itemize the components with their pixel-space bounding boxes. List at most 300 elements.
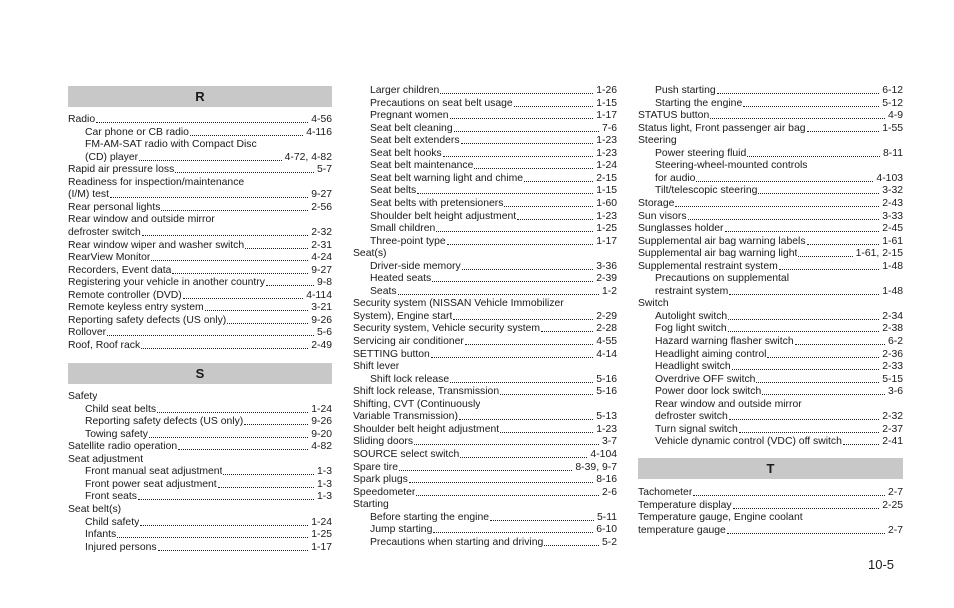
dot-leader	[729, 294, 879, 295]
dot-leader	[161, 210, 308, 211]
page-reference: 4-24	[311, 252, 332, 263]
dot-leader	[500, 394, 593, 395]
entry-text: Vehicle dynamic control (VDC) off switch	[655, 436, 842, 447]
dot-leader	[727, 533, 885, 534]
dot-leader	[725, 231, 880, 232]
dot-leader	[450, 382, 593, 383]
page-reference: 9-8	[316, 277, 332, 288]
entry-text: Towing safety	[85, 429, 148, 440]
section-header-t: T	[638, 458, 903, 479]
dot-leader	[141, 348, 308, 349]
dot-leader	[433, 532, 593, 533]
entry-text: Supplemental restraint system	[638, 261, 778, 272]
index-entry	[68, 301, 332, 314]
entry-text: FM-AM-SAT radio with Compact Disc	[85, 139, 257, 150]
page-reference: 2-32	[882, 411, 903, 422]
entry-text: Overdrive OFF switch	[655, 374, 756, 385]
page-reference: 4-9	[887, 110, 903, 121]
page-reference: 8-39, 9-7	[575, 462, 617, 473]
entry-text: Jump starting	[370, 524, 433, 535]
entry-text: Headlight switch	[655, 361, 731, 372]
entry-text: Radio	[68, 114, 96, 125]
page-reference: 1-23	[596, 135, 617, 146]
page-reference: 8-11	[882, 148, 903, 159]
dot-leader	[205, 310, 309, 311]
dot-leader	[399, 470, 572, 471]
entry-text: SETTING button	[353, 349, 430, 360]
page-reference: 2-33	[882, 361, 903, 372]
index-entry	[638, 322, 903, 335]
page-reference: 2-6	[601, 487, 617, 498]
page-reference: 1-23	[596, 211, 617, 222]
dot-leader	[728, 331, 880, 332]
page-reference: 1-48	[882, 286, 903, 297]
page-reference: 2-38	[882, 323, 903, 334]
dot-leader	[544, 545, 599, 546]
index-entry	[68, 528, 332, 541]
dot-leader	[454, 131, 599, 132]
dot-leader	[461, 143, 594, 144]
index-entry	[353, 222, 617, 235]
dot-leader	[138, 499, 314, 500]
page-reference: 5-2	[601, 537, 617, 548]
page-reference: 2-43	[882, 198, 903, 209]
page-reference: 1-23	[596, 148, 617, 159]
page-reference: 1-15	[596, 98, 617, 109]
dot-leader	[688, 219, 880, 220]
page-reference: 9-26	[311, 315, 332, 326]
page-number: 10-5	[868, 557, 895, 572]
dot-leader	[747, 156, 880, 157]
page-reference: 2-45	[882, 223, 903, 234]
page-reference: 1-2	[601, 286, 617, 297]
page-reference: 5-16	[596, 374, 617, 385]
dot-leader	[807, 244, 880, 245]
dot-leader	[462, 269, 594, 270]
page-reference: 2-37	[882, 424, 903, 435]
entry-text: Injured persons	[85, 542, 157, 553]
index-entry	[638, 297, 903, 310]
page-reference: 4-72, 4-82	[284, 152, 332, 163]
page-reference: 3-7	[601, 436, 617, 447]
dot-leader	[490, 520, 594, 521]
dot-leader	[743, 106, 879, 107]
page-reference: 1-23	[596, 424, 617, 435]
entry-text: Rollover	[68, 327, 107, 338]
page-reference: 1-17	[596, 236, 617, 247]
entry-text: Shoulder belt height adjustment	[370, 211, 517, 222]
dot-leader	[675, 206, 879, 207]
page-reference: 2-41	[882, 436, 903, 447]
dot-leader	[175, 172, 314, 173]
entry-text: Temperature display	[638, 500, 732, 511]
entry-text: Temperature gauge, Engine coolant	[638, 512, 803, 523]
dot-leader	[758, 193, 879, 194]
page-reference: 5-7	[316, 164, 332, 175]
index-entry	[353, 109, 617, 122]
dot-leader	[524, 181, 593, 182]
page-reference: 8-16	[596, 474, 617, 485]
dot-leader	[541, 331, 593, 332]
dot-leader	[450, 118, 594, 119]
page-reference: 2-25	[882, 500, 903, 511]
dot-leader	[739, 432, 879, 433]
page-reference: 4-114	[306, 290, 332, 301]
dot-leader	[172, 273, 308, 274]
page-reference: 2-49	[311, 340, 332, 351]
dot-leader	[183, 298, 303, 299]
index-entry	[68, 465, 332, 478]
dot-leader	[729, 419, 879, 420]
entry-text: (I/M) test	[68, 189, 109, 200]
entry-text: Remote controller (DVD)	[68, 290, 182, 301]
dot-leader	[500, 432, 593, 433]
page-reference: 6-10	[596, 524, 617, 535]
page-reference: 9-26	[311, 416, 332, 427]
dot-leader	[504, 206, 593, 207]
dot-leader	[474, 168, 593, 169]
index-entry	[638, 84, 903, 97]
index-entry	[638, 247, 903, 260]
index-entry	[353, 536, 617, 549]
entry-text: Sunglasses holder	[638, 223, 724, 234]
entry-text: Safety	[68, 391, 98, 402]
dot-leader	[767, 357, 879, 358]
entry-text: Steering-wheel-mounted controls	[655, 160, 808, 171]
entry-text: Remote keyless entry system	[68, 302, 204, 313]
page-reference: 1-25	[596, 223, 617, 234]
index-entry	[638, 109, 903, 122]
page-reference: 3-32	[882, 185, 903, 196]
entry-text: Supplemental air bag warning labels	[638, 236, 806, 247]
index-entry	[68, 326, 332, 339]
entry-text: Starting	[353, 499, 389, 510]
entry-text: Power steering fluid	[655, 148, 747, 159]
entry-text: (CD) player	[85, 152, 139, 163]
dot-leader	[140, 525, 308, 526]
dot-leader	[443, 156, 594, 157]
page-reference: 3-6	[887, 386, 903, 397]
index-entry	[68, 440, 332, 453]
dot-leader	[218, 487, 314, 488]
entry-text: Seat belt hooks	[370, 148, 442, 159]
page-reference: 5-12	[882, 98, 903, 109]
dot-leader	[139, 160, 282, 161]
entry-text: Starting the engine	[655, 98, 743, 109]
page-reference: 1-24	[311, 404, 332, 415]
entry-text: Child seat belts	[85, 404, 157, 415]
index-entry	[68, 339, 332, 352]
dot-leader	[227, 323, 308, 324]
page-reference: 2-56	[311, 202, 332, 213]
entry-text: Storage	[638, 198, 675, 209]
index-entry	[638, 435, 903, 448]
dot-leader	[432, 281, 593, 282]
entry-text: Roof, Roof rack	[68, 340, 141, 351]
page-reference: 4-116	[306, 127, 332, 138]
dot-leader	[756, 382, 879, 383]
index-entry	[68, 188, 332, 201]
page-reference: 9-27	[311, 189, 332, 200]
entry-text: Precautions on seat belt usage	[370, 98, 513, 109]
index-entry	[638, 197, 903, 210]
index-entry	[353, 272, 617, 285]
dot-leader	[190, 135, 303, 136]
index-entry	[353, 297, 617, 310]
index-entry	[68, 113, 332, 126]
entry-text: Seat belts with pretensioners	[370, 198, 504, 209]
dot-leader	[409, 482, 593, 483]
index-entry	[353, 360, 617, 373]
index-entry	[638, 511, 903, 524]
index-entry	[68, 490, 332, 503]
page-reference: 6-2	[887, 336, 903, 347]
entry-text: Tilt/telescopic steering	[655, 185, 758, 196]
dot-leader	[798, 256, 852, 257]
page-reference: 2-7	[887, 525, 903, 536]
dot-leader	[459, 419, 593, 420]
entry-text: Rear personal lights	[68, 202, 161, 213]
index-entry	[68, 415, 332, 428]
page-reference: 5-11	[596, 512, 617, 523]
dot-leader	[398, 294, 599, 295]
entry-text: Seat(s)	[353, 248, 387, 259]
page-reference: 3-33	[882, 211, 903, 222]
page-reference: 4-82	[311, 441, 332, 452]
dot-leader	[732, 369, 880, 370]
entry-text: Push starting	[655, 85, 716, 96]
entry-text: RearView Monitor	[68, 252, 151, 263]
entry-text: Seat belts	[370, 185, 417, 196]
dot-leader	[795, 344, 885, 345]
index-entry	[353, 247, 617, 260]
entry-text: defroster switch	[655, 411, 728, 422]
index-entry	[353, 435, 617, 448]
index-entry	[68, 138, 332, 151]
entry-text: defroster switch	[68, 227, 141, 238]
section-header-r: R	[68, 86, 332, 107]
entry-text: Security system (NISSAN Vehicle Immobilizer	[353, 298, 564, 309]
page-reference: 1-25	[311, 529, 332, 540]
dot-leader	[110, 197, 308, 198]
index-entry	[638, 222, 903, 235]
index-entry	[68, 226, 332, 239]
entry-text: Spare tire	[353, 462, 399, 473]
entry-text: Servicing air conditioner	[353, 336, 464, 347]
index-entry	[638, 385, 903, 398]
page-reference: 1-26	[596, 85, 617, 96]
dot-leader	[762, 394, 885, 395]
dot-leader	[517, 219, 593, 220]
dot-leader	[149, 437, 308, 438]
index-entry	[353, 410, 617, 423]
page-reference: 2-15	[596, 173, 617, 184]
page-reference: 1-3	[316, 466, 332, 477]
page-reference: 5-15	[882, 374, 903, 385]
entry-text: Rapid air pressure loss	[68, 164, 175, 175]
index-entry	[68, 251, 332, 264]
index-entry	[68, 503, 332, 516]
dot-leader	[447, 244, 594, 245]
index-entry	[353, 184, 617, 197]
page-reference: 4-14	[596, 349, 617, 360]
page-reference: 1-48	[882, 261, 903, 272]
entry-text: Infants	[85, 529, 117, 540]
index-entry	[68, 163, 332, 176]
dot-leader	[417, 193, 593, 194]
entry-text: Sliding doors	[353, 436, 414, 447]
entry-text: Car phone or CB radio	[85, 127, 189, 138]
index-entry	[353, 448, 617, 461]
entry-text: Switch	[638, 298, 669, 309]
page-reference: 7-6	[601, 123, 617, 134]
index-entry	[353, 523, 617, 536]
index-entry	[638, 335, 903, 348]
page-reference: 9-27	[311, 265, 332, 276]
page-reference: 2-28	[596, 323, 617, 334]
entry-text: Reporting safety defects (US only)	[85, 416, 244, 427]
index-entry	[68, 541, 332, 554]
entry-text: Seat belt extenders	[370, 135, 460, 146]
index-entry	[68, 276, 332, 289]
index-entry	[638, 410, 903, 423]
page-reference: 5-16	[596, 386, 617, 397]
page-reference: 2-36	[882, 349, 903, 360]
page-reference: 2-32	[311, 227, 332, 238]
entry-text: Before starting the engine	[370, 512, 489, 523]
dot-leader	[717, 93, 880, 94]
dot-leader	[733, 508, 880, 509]
entry-text: Turn signal switch	[655, 424, 738, 435]
entry-text: Front seats	[85, 491, 137, 502]
page-reference: 4-55	[596, 336, 617, 347]
entry-text: Shift lever	[353, 361, 400, 372]
entry-text: Child safety	[85, 517, 140, 528]
entry-text: Supplemental air bag warning light	[638, 248, 798, 259]
index-entry	[68, 213, 332, 226]
entry-text: Power door lock switch	[655, 386, 762, 397]
entry-text: Shoulder belt height adjustment	[353, 424, 500, 435]
dot-leader	[696, 181, 873, 182]
entry-text: Precautions on supplemental	[655, 273, 790, 284]
entry-text: Front power seat adjustment	[85, 479, 217, 490]
dot-leader	[158, 550, 309, 551]
entry-text: Registering your vehicle in another country	[68, 277, 265, 288]
entry-text: Small children	[370, 223, 436, 234]
page-reference: 2-39	[596, 273, 617, 284]
index-entry	[353, 322, 617, 335]
dot-leader	[117, 537, 308, 538]
dot-leader	[431, 357, 593, 358]
entry-text: Sun visors	[638, 211, 687, 222]
entry-text: Shift lock release, Transmission	[353, 386, 500, 397]
index-entry	[638, 134, 903, 147]
dot-leader	[178, 449, 308, 450]
dot-leader	[436, 231, 593, 232]
dot-leader	[96, 122, 308, 123]
index-entry	[353, 498, 617, 511]
dot-leader	[107, 335, 314, 336]
index-entry	[353, 473, 617, 486]
page-reference: 4-56	[311, 114, 332, 125]
dot-leader	[223, 474, 314, 475]
entry-text: Heated seats	[370, 273, 432, 284]
dot-leader	[414, 444, 599, 445]
dot-leader	[266, 285, 314, 286]
page-reference: 3-21	[311, 302, 332, 313]
entry-text: Recorders, Event data	[68, 265, 172, 276]
entry-text: Security system, Vehicle security system	[353, 323, 541, 334]
dot-leader	[514, 106, 594, 107]
page-reference: 1-3	[316, 491, 332, 502]
dot-leader	[728, 319, 879, 320]
entry-text: Variable Transmission)	[353, 411, 458, 422]
entry-text: Seat belt warning light and chime	[370, 173, 524, 184]
dot-leader	[440, 93, 593, 94]
page-reference: 1-24	[311, 517, 332, 528]
entry-text: Seats	[370, 286, 397, 297]
page-reference: 2-29	[596, 311, 617, 322]
entry-text: Precautions when starting and driving	[370, 537, 544, 548]
page-reference: 1-55	[882, 123, 903, 134]
entry-text: Headlight aiming control	[655, 349, 767, 360]
page-reference: 3-36	[596, 261, 617, 272]
index-entry	[353, 84, 617, 97]
entry-text: Spark plugs	[353, 474, 408, 485]
entry-text: Rear window and outside mirror	[655, 399, 802, 410]
page-reference: 6-12	[882, 85, 903, 96]
index-entry	[638, 360, 903, 373]
entry-text: Steering	[638, 135, 677, 146]
entry-text: Status light, Front passenger air bag	[638, 123, 806, 134]
entry-text: Fog light switch	[655, 323, 727, 334]
entry-text: Seat belt cleaning	[370, 123, 453, 134]
index-entry	[638, 272, 903, 285]
entry-text: Seat adjustment	[68, 454, 144, 465]
page-reference: 1-15	[596, 185, 617, 196]
dot-leader	[807, 131, 880, 132]
entry-text: temperature gauge	[638, 525, 726, 536]
index-entry	[638, 524, 903, 537]
page-reference: 1-61	[882, 236, 903, 247]
page-reference: 4-104	[590, 449, 617, 460]
index-entry	[638, 184, 903, 197]
entry-text: Rear window wiper and washer switch	[68, 240, 245, 251]
entry-text: System), Engine start	[353, 311, 453, 322]
dot-leader	[245, 248, 308, 249]
index-entry	[353, 197, 617, 210]
index-entry	[638, 486, 903, 499]
entry-text: for audio	[655, 173, 696, 184]
entry-text: Readiness for inspection/maintenance	[68, 177, 245, 188]
dot-leader	[779, 269, 879, 270]
dot-leader	[843, 444, 879, 445]
dot-leader	[453, 319, 593, 320]
section-header-s: S	[68, 363, 332, 384]
page-reference: 2-34	[882, 311, 903, 322]
entry-text: STATUS button	[638, 110, 710, 121]
index-entry	[353, 134, 617, 147]
entry-text: Rear window and outside mirror	[68, 214, 215, 225]
page-reference: 2-7	[887, 487, 903, 498]
dot-leader	[157, 412, 308, 413]
index-entry	[638, 159, 903, 172]
entry-text: Seat belt(s)	[68, 504, 122, 515]
page-reference: 2-31	[311, 240, 332, 251]
dot-leader	[710, 118, 885, 119]
entry-text: Driver-side memory	[370, 261, 461, 272]
entry-text: Front manual seat adjustment	[85, 466, 223, 477]
